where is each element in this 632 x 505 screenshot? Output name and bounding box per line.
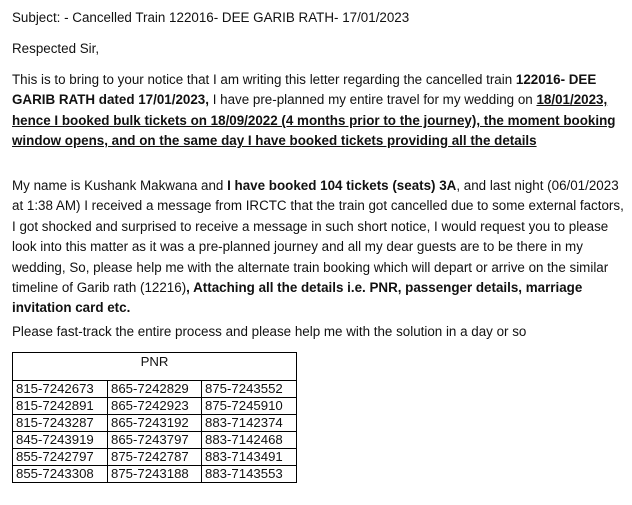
paragraph-request [12,176,624,319]
paragraph-cancellation [12,70,624,152]
paragraph1-text-1: This is to bring to your notice that I am writing this letter regarding the cancelled train [12,72,516,87]
pnr-cell: 845-7243919 [13,432,108,449]
paragraph1-booking-details: 18/01/2023, hence I booked bulk tickets on 18/09/2022 (4 months prior to the journey), the moment booking window opens, and on the same day I have booked tickets providing all the details [12,92,616,149]
pnr-cell: 855-7242797 [13,449,108,466]
pnr-table-row [13,415,297,432]
pnr-cell: 883-7143491 [202,449,297,466]
pnr-cell: 865-7242923 [108,398,202,415]
subject-line: Subject: - Cancelled Train 122016- DEE GARIB RATH- 17/01/2023 [12,10,410,25]
pnr-table [12,352,297,483]
pnr-cell: 875-7242787 [108,449,202,466]
pnr-cell: 815-7242673 [13,381,108,398]
paragraph1-train-details: 122016- DEE GARIB RATH dated 17/01/2023, [12,72,597,108]
pnr-cell: 875-7245910 [202,398,297,415]
pnr-table-body [13,381,297,483]
pnr-table-row [13,381,297,398]
pnr-cell: 865-7242829 [108,381,202,398]
pnr-table-row [13,449,297,466]
pnr-table-header: PNR [13,353,297,381]
paragraph2-ticket-count: I have booked 104 tickets (seats) 3A [227,178,457,193]
paragraph1-text-2: I have pre-planned my entire travel for my wedding on [208,92,537,108]
pnr-table-row [13,398,297,415]
pnr-table-row [13,466,297,483]
pnr-cell: 865-7243192 [108,415,202,432]
paragraph2-attachments: , Attaching all the details i.e. PNR, passenger details, marriage invitation card etc. [12,280,583,316]
closing-line: Please fast-track the entire process and please help me with the solution in a day or so [12,324,527,339]
pnr-cell: 815-7242891 [13,398,108,415]
pnr-cell: 865-7243797 [108,432,202,449]
pnr-cell: 875-7243188 [108,466,202,483]
paragraph2-text-1: My name is Kushank Makwana and [12,178,228,193]
pnr-cell: 883-7142374 [202,415,297,432]
salutation: Respected Sir, [12,41,100,56]
pnr-cell: 855-7243308 [13,466,108,483]
pnr-cell: 815-7243287 [13,415,108,432]
paragraph2-text-2: , and last night (06/01/2023 at 1:38 AM) I received a message from IRCTC that the train got cancelled due to some external factors, I got shocked and surprised to receive a message in such short notice, I would request you to please look into this matter as it was a pre-planned journey and all my dear guests are to be there in my wedding, So, please help me with the alternate train booking which will depart or arrive on the similar timeline of Garib rath (12216) [12,178,624,296]
pnr-table-row [13,432,297,449]
pnr-cell: 883-7142468 [202,432,297,449]
pnr-cell: 883-7143553 [202,466,297,483]
pnr-cell: 875-7243552 [202,381,297,398]
